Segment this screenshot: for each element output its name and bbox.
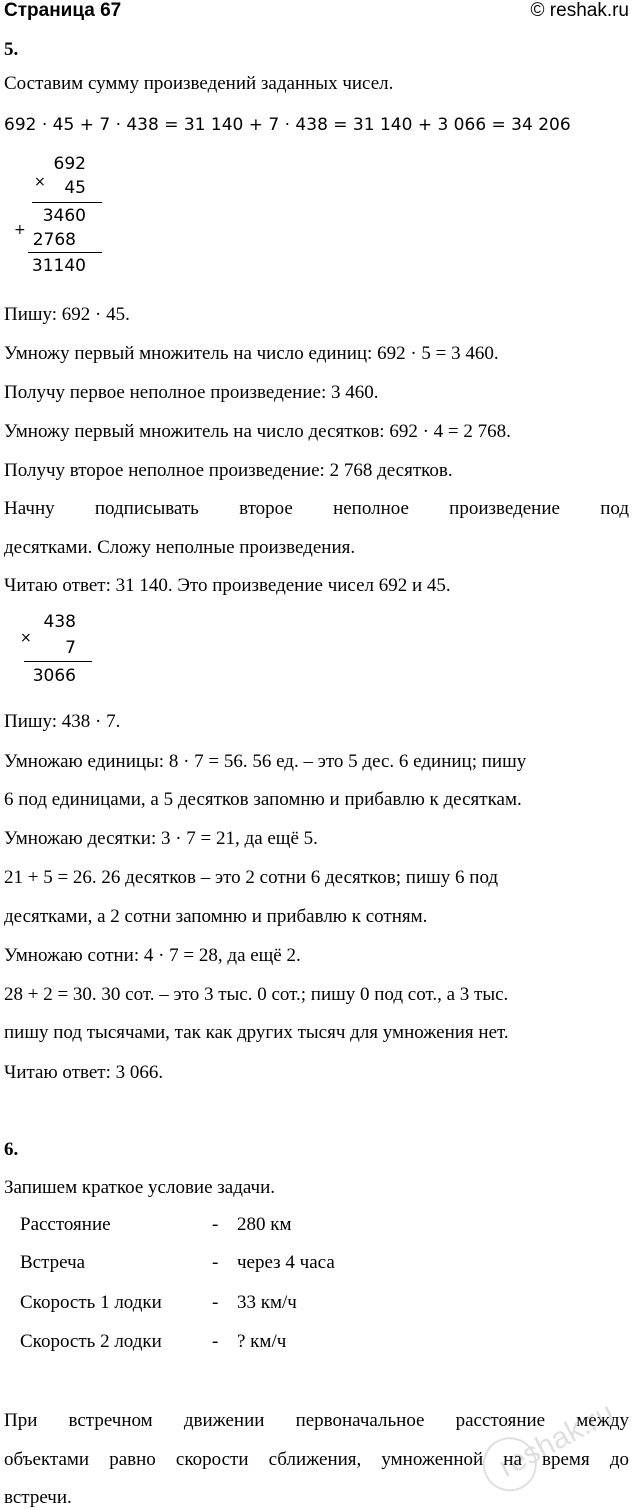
step-line: Умножаю единицы: 8 · 7 = 56. 56 ед. – это 5 дес. 6 единиц; пишу bbox=[4, 751, 527, 772]
step-line: пишу под тысячами, так как других тысяч для умножения нет. bbox=[4, 1022, 509, 1043]
step-line: 6 под единицами, а 5 десятков запомню и прибавлю к десяткам. bbox=[4, 789, 522, 810]
condition-label: Расстояние bbox=[20, 1214, 111, 1235]
condition-label: Встреча bbox=[20, 1252, 86, 1273]
task5-intro: Составим сумму произведений заданных чисел. bbox=[4, 73, 394, 94]
task6-intro: Запишем краткое условие задачи. bbox=[4, 1177, 276, 1198]
step-line: Начну подписывать второе неполное произведение под bbox=[4, 498, 629, 519]
step-line: Умножу первый множитель на число десятков: 692 · 4 = 2 768. bbox=[4, 421, 511, 442]
factor-a: 692 bbox=[53, 154, 86, 174]
watermark-logo bbox=[441, 1379, 631, 1499]
task6-text-line: При встречном движении первоначальное расстояние между bbox=[4, 1410, 629, 1431]
condition-dash: - bbox=[212, 1292, 219, 1313]
factor-b: 45 bbox=[64, 178, 86, 198]
task6-text-line: объектами равно скорости сближения, умноженной на время до bbox=[4, 1449, 629, 1470]
step-line: Читаю ответ: 3 066. bbox=[4, 1062, 164, 1083]
divider-line bbox=[24, 661, 92, 662]
step-line: десятками, а 2 сотни запомню и прибавлю к сотням. bbox=[4, 906, 428, 927]
step-line: десятками. Сложу неполные произведения. bbox=[4, 537, 356, 558]
factor-b: 7 bbox=[65, 638, 76, 658]
condition-dash: - bbox=[212, 1214, 219, 1235]
product-result: 3066 bbox=[32, 666, 76, 686]
watermark-text: reshak.ru bbox=[493, 1396, 620, 1484]
multiply-sign: × bbox=[34, 174, 46, 190]
column-multiplication-2 bbox=[14, 610, 114, 690]
step-line: Пишу: 692 · 45. bbox=[4, 304, 130, 325]
divider-line bbox=[28, 252, 102, 253]
condition-value: через 4 часа bbox=[237, 1252, 335, 1273]
page-header bbox=[4, 0, 629, 26]
product-result: 31140 bbox=[31, 256, 86, 276]
task5-equation: 692 · 45 + 7 · 438 = 31 140 + 7 · 438 = 31 140 + 3 066 = 34 206 bbox=[4, 115, 571, 135]
step-line: Умножаю десятки: 3 · 7 = 21, да ещё 5. bbox=[4, 828, 318, 849]
site-copyright: © reshak.ru bbox=[530, 0, 629, 21]
step-line: Пишу: 438 · 7. bbox=[4, 711, 121, 732]
task6-text-line: встречи. bbox=[4, 1487, 72, 1508]
step-line: Получу первое неполное произведение: 3 460. bbox=[4, 382, 379, 403]
step-line: Получу второе неполное произведение: 2 768 десятков. bbox=[4, 460, 453, 481]
partial-product-1: 3460 bbox=[42, 206, 86, 226]
partial-product-2: 2768 bbox=[32, 230, 76, 250]
divider-line bbox=[32, 202, 102, 203]
task5-number: 5. bbox=[4, 39, 19, 60]
page-number: Страница 67 bbox=[4, 0, 122, 21]
step-line: Умножаю сотни: 4 · 7 = 28, да ещё 2. bbox=[4, 945, 301, 966]
step-line: Умножу первый множитель на число единиц: 692 · 5 = 3 460. bbox=[4, 343, 499, 364]
factor-a: 438 bbox=[43, 612, 76, 632]
condition-value: 33 км/ч bbox=[237, 1292, 297, 1313]
condition-label: Скорость 1 лодки bbox=[20, 1292, 162, 1313]
condition-dash: - bbox=[212, 1252, 219, 1273]
plus-sign: + bbox=[14, 222, 26, 238]
condition-label: Скорость 2 лодки bbox=[20, 1331, 162, 1352]
condition-value: ? км/ч bbox=[237, 1331, 287, 1352]
step-line: Читаю ответ: 31 140. Это произведение чисел 692 и 45. bbox=[4, 575, 451, 596]
task6-number: 6. bbox=[4, 1139, 19, 1160]
condition-dash: - bbox=[212, 1331, 219, 1352]
multiply-sign: × bbox=[20, 630, 32, 646]
step-line: 21 + 5 = 26. 26 десятков – это 2 сотни 6 десятков; пишу 6 под bbox=[4, 867, 499, 888]
column-multiplication-1 bbox=[14, 150, 114, 280]
condition-value: 280 км bbox=[237, 1214, 292, 1235]
step-line: 28 + 2 = 30. 30 сот. – это 3 тыс. 0 сот.; пишу 0 под сот., а 3 тыс. bbox=[4, 984, 509, 1005]
